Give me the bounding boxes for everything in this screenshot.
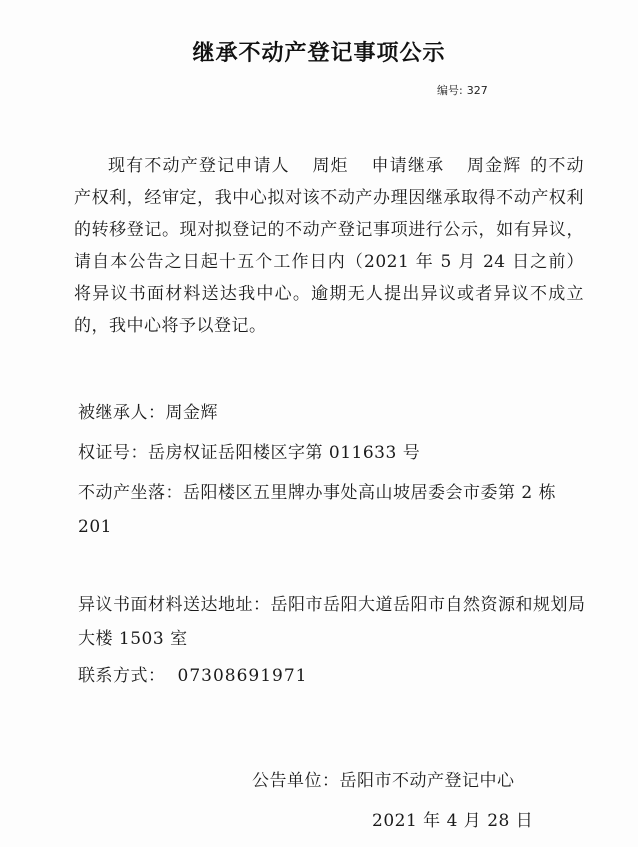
body-part-2: 申请继承 <box>370 156 445 176</box>
issuer: 公告单位：岳阳市不动产登记中心 <box>252 771 515 791</box>
announcement-body <box>74 150 584 342</box>
serial-label: 编号: <box>437 84 463 97</box>
contact-label: 联系方式： <box>78 666 166 686</box>
document-title: 继承不动产登记事项公示 <box>192 41 446 66</box>
body-part-1: 现有不动产登记申请人 <box>108 156 290 176</box>
decedent-field: 被继承人：周金辉 <box>78 403 218 423</box>
decedent-name: 周金辉 <box>466 156 522 176</box>
contact-value: 07308691971 <box>177 666 308 686</box>
objection-address-field: 异议书面材料送达地址：岳阳市岳阳大道岳阳市自然资源和规划局大楼 1503 室 <box>78 595 586 649</box>
contact-field <box>78 660 307 692</box>
serial-value: 327 <box>466 84 488 97</box>
serial-number <box>437 82 488 98</box>
applicant-name: 周炬 <box>311 156 349 176</box>
location-field: 不动产坐落：岳阳楼区五里牌办事处高山坡居委会市委第 2 栋 201 <box>78 483 557 537</box>
issue-date: 2021 年 4 月 28 日 <box>372 811 534 831</box>
body-part-3: 的不动产权利，经审定，我中心拟对该不动产办理因继承取得不动产权利的转移登记。现对拟登记的不动产登记事项进行公示，如有异议，请自本公告之日起十五个工作日内（2021 年 5 月 24 日之前）将异议书面材料送达我中心。逾期无人提出异议或者异议不成立的，我中心将予以登记。 <box>74 156 585 336</box>
certificate-field: 权证号：岳房权证岳阳楼区字第 011633 号 <box>78 443 421 463</box>
